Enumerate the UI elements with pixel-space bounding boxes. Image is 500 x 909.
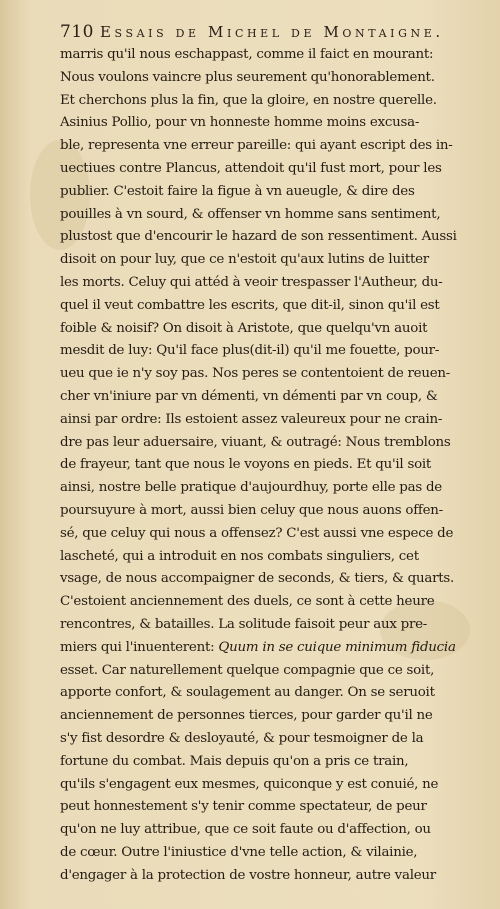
text-line: ble, representa vne erreur pareille: qui ayant escript des in- <box>60 138 453 154</box>
text-line: fortune du combat. Mais depuis qu'on a pris ce train, <box>60 753 409 769</box>
text-line: s'y fist desordre & desloyauté, & pour tesmoigner de la <box>60 730 424 746</box>
text-line: C'estoient anciennement des duels, ce sont à cette heure <box>60 594 435 610</box>
text-line: dre pas leur aduersaire, viuant, & outragé: Nous tremblons <box>60 434 451 450</box>
text-line: Nous voulons vaincre plus seurement qu'honorablement. <box>60 69 435 85</box>
text-line-start: miers qui l'inuenterent: <box>60 639 215 655</box>
text-line: de cœur. Outre l'iniustice d'vne telle action, & vilainie, <box>60 844 418 860</box>
text-line: ainsi, nostre belle pratique d'aujourdhuy, porte elle pas de <box>60 480 442 496</box>
text-line: anciennement de personnes tierces, pour garder qu'il ne <box>60 708 433 724</box>
text-line: marris qu'il nous eschappast, comme il faict en mourant: <box>60 47 434 62</box>
running-title: Essais de Michel de Montaigne. <box>100 23 444 41</box>
text-line: Asinius Pollio, pour vn honneste homme moins excusa- <box>60 115 420 131</box>
text-line: uectiues contre Plancus, attendoit qu'il fust mort, pour les <box>60 160 442 176</box>
text-line: foible & noisif? On disoit à Aristote, que quelqu'vn auoit <box>60 320 428 336</box>
text-line: de frayeur, tant que nous le voyons en pieds. Et qu'il soit <box>60 457 432 473</box>
body-text <box>60 44 485 887</box>
text-line: poursuyure à mort, aussi bien celuy que nous auons offen- <box>60 502 443 518</box>
text-line: peut honnestement s'y tenir comme spectateur, de peur <box>60 799 427 815</box>
text-line: mesdit de luy: Qu'il face plus(dit-il) qu'il me fouette, pour- <box>60 343 440 359</box>
text-line: Et cherchons plus la fin, que la gloire, en nostre querelle. <box>60 92 437 108</box>
text-line: disoit on pour luy, que ce n'estoit qu'aux lutins de luitter <box>60 252 429 268</box>
text-line: ainsi par ordre: Ils estoient assez valeureux pour ne crain- <box>60 411 443 427</box>
text-line: qu'ils s'engagent eux mesmes, quiconque y est conuié, ne <box>60 776 439 792</box>
text-line: quel il veut combattre les escrits, que dit-il, sinon qu'il est <box>60 297 440 313</box>
text-line: pouilles à vn sourd, & offenser vn homme sans sentiment, <box>60 206 441 222</box>
text-line: lascheté, qui a introduit en nos combats singuliers, cet <box>60 548 419 564</box>
text-line: publier. C'estoit faire la figue à vn aueugle, & dire des <box>60 183 415 199</box>
text-line: sé, que celuy qui nous a offensez? C'est aussi vne espece de <box>60 525 454 541</box>
page-number: 710 <box>60 22 94 42</box>
text-line: plustost que d'encourir le hazard de son ressentiment. Aussi <box>60 229 457 245</box>
text-line: ueu que ie n'y soy pas. Nos peres se contentoient de reuen- <box>60 366 451 382</box>
text-line: apporte confort, & soulagement au danger. On se seruoit <box>60 685 435 701</box>
text-line: les morts. Celuy qui attéd à veoir trespasser l'Autheur, du- <box>60 274 443 290</box>
text-line: esset. Car naturellement quelque compagnie que ce soit, <box>60 662 435 678</box>
page-header <box>60 22 480 44</box>
text-line: rencontres, & batailles. La solitude faisoit peur aux pre- <box>60 616 428 632</box>
text-line: cher vn'iniure par vn démenti, vn démenti par vn coup, & <box>60 388 438 404</box>
text-line: d'engager à la protection de vostre honneur, autre valeur <box>60 867 436 883</box>
text-line: vsage, de nous accompaigner de seconds, & tiers, & quarts. <box>60 571 454 587</box>
text-line <box>60 637 485 660</box>
latin-quote: Quum in se cuique minimum fiducia <box>218 639 456 655</box>
text-line: qu'on ne luy attribue, que ce soit faute ou d'affection, ou <box>60 822 431 838</box>
